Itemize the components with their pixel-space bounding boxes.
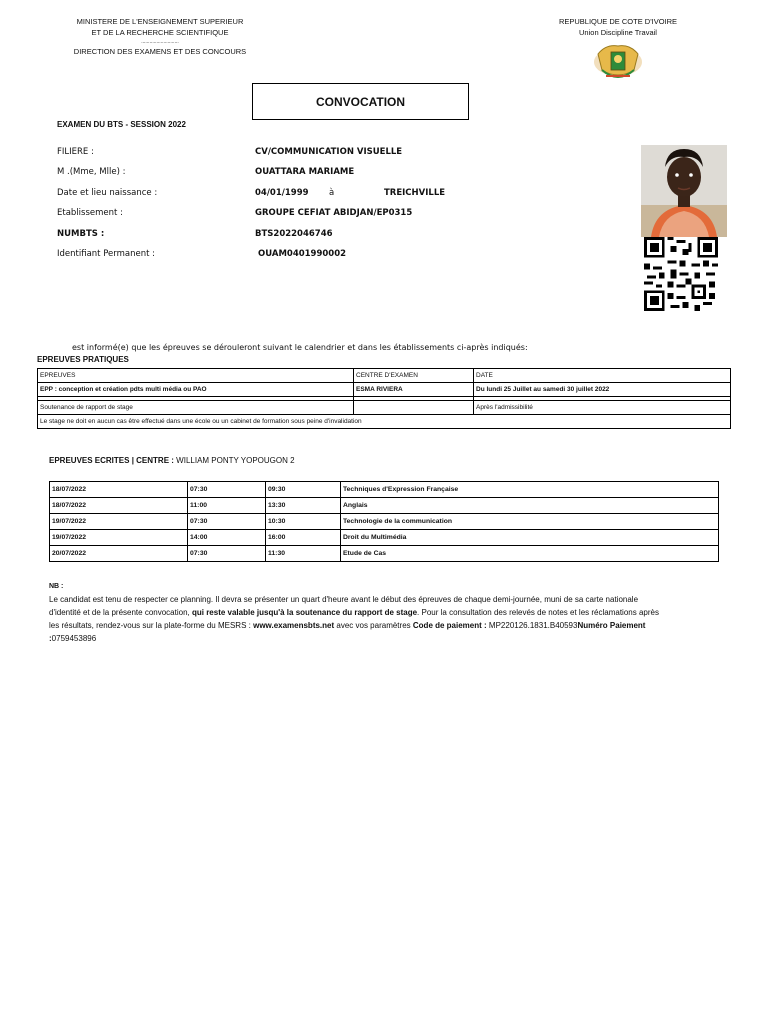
republic-motto: Union Discipline Travail <box>579 28 657 37</box>
ministry-line-3: ........................... <box>141 39 179 45</box>
birth-place: TREICHVILLE <box>384 188 446 198</box>
exam-website-link[interactable]: www.examensbts.net <box>253 621 335 630</box>
exam-date: 18/07/2022 <box>50 482 188 498</box>
exam-end: 10:30 <box>266 514 341 530</box>
table-cell: Soutenance de rapport de stage <box>38 401 354 415</box>
table-header: EPREUVES <box>38 369 354 383</box>
exam-date: 20/07/2022 <box>50 546 188 562</box>
filiere-value: CV/COMMUNICATION VISUELLE <box>255 147 403 157</box>
republic-line-1: REPUBLIQUE DE COTE D'IVOIRE <box>558 17 678 26</box>
payment-code: MP220126.1831.B40593 <box>488 621 578 630</box>
exam-end: 13:30 <box>266 498 341 514</box>
republic-header <box>540 16 696 38</box>
table-cell: ESMA RIVIERA <box>354 383 474 397</box>
table-row <box>50 546 719 562</box>
exam-end: 11:30 <box>266 546 341 562</box>
exam-end: 09:30 <box>266 482 341 498</box>
payment-number-label: Numéro Paiement : <box>49 621 646 643</box>
exam-start: 11:00 <box>188 498 266 514</box>
exam-start: 07:30 <box>188 482 266 498</box>
ministry-header <box>40 16 280 57</box>
exam-subject: Etude de Cas <box>341 546 719 562</box>
exam-end: 16:00 <box>266 530 341 546</box>
table-cell <box>354 401 474 415</box>
school-value: GROUPE CEFIAT ABIDJAN/EP0315 <box>255 208 413 218</box>
nb-text-2: . Pour la consultation des relevés de notes et les réclamations après les résultats, rendez-vous sur la plate-forme du MESRS : <box>49 608 659 630</box>
numbts-value: BTS2022046746 <box>255 229 333 239</box>
ministry-line-4: DIRECTION DES EXAMENS ET DES CONCOURS <box>73 47 247 56</box>
practical-section-title: EPREUVES PRATIQUES <box>37 355 129 364</box>
practical-exams-table <box>37 368 731 429</box>
table-row <box>38 401 731 415</box>
table-cell: Après l'admissibilité <box>474 401 731 415</box>
nb-title: NB : <box>49 583 64 590</box>
intro-text: est informé(e) que les épreuves se dérouleront suivant le calendrier et dans les établissements ci-après indiqués: <box>72 343 528 352</box>
birth-date: 04/01/1999 <box>255 188 309 198</box>
birth-separator: à <box>329 188 335 198</box>
school-label: Etablissement : <box>57 208 123 218</box>
exam-subject: Technologie de la communication <box>341 514 719 530</box>
exam-start: 07:30 <box>188 546 266 562</box>
table-header-row <box>38 369 731 383</box>
ministry-line-2: ET DE LA RECHERCHE SCIENTIFIQUE <box>91 28 229 37</box>
nb-text-1: Le candidat est tenu de respecter ce planning. Il devra se présenter un quart d'heure avant le début des épreuves de chaque demi-journée, muni de sa carte nationale d'identité et de la présente convocation, <box>49 595 639 617</box>
birth-label: Date et lieu naissance : <box>57 188 158 198</box>
table-row <box>50 498 719 514</box>
table-row <box>38 415 731 429</box>
table-header: CENTRE D'EXAMEN <box>354 369 474 383</box>
candidate-photo <box>641 145 727 237</box>
numbts-label: NUMBTS : <box>57 229 105 239</box>
name-label: M .(Mme, Mlle) : <box>57 167 126 177</box>
name-value: OUATTARA MARIAME <box>255 167 355 177</box>
exam-start: 14:00 <box>188 530 266 546</box>
session-label: EXAMEN DU BTS - SESSION 2022 <box>57 120 186 129</box>
exam-subject: Techniques d'Expression Française <box>341 482 719 498</box>
written-center: WILLIAM PONTY YOPOUGON 2 <box>176 456 295 465</box>
identifier-value: OUAM0401990002 <box>258 249 347 259</box>
exam-date: 19/07/2022 <box>50 530 188 546</box>
nb-text-3: avec vos paramètres <box>336 621 411 630</box>
convocation-title: CONVOCATION <box>252 83 469 120</box>
ministry-line-1: MINISTERE DE L'ENSEIGNEMENT SUPERIEUR <box>76 17 244 26</box>
table-row <box>50 482 719 498</box>
payment-code-label: Code de paiement : <box>412 621 487 630</box>
table-row <box>50 514 719 530</box>
nb-notice <box>49 580 669 645</box>
filiere-label: FILIERE : <box>57 147 94 157</box>
nb-validity: qui reste valable jusqu'à la soutenance du rapport de stage <box>191 608 418 617</box>
exam-date: 19/07/2022 <box>50 514 188 530</box>
written-label: EPREUVES ECRITES | CENTRE : <box>49 456 174 465</box>
qr-code <box>641 237 721 311</box>
written-section-title <box>49 456 295 465</box>
table-row <box>50 530 719 546</box>
exam-date: 18/07/2022 <box>50 498 188 514</box>
table-cell: EPP : conception et création pdts multi média ou PAO <box>38 383 354 397</box>
table-cell: Du lundi 25 Juillet au samedi 30 juillet 2022 <box>474 383 731 397</box>
table-header: DATE <box>474 369 731 383</box>
exam-subject: Anglais <box>341 498 719 514</box>
exam-subject: Droit du Multimédia <box>341 530 719 546</box>
table-row <box>38 383 731 397</box>
internship-note: Le stage ne doit en aucun cas être effectué dans une école ou un cabinet de formation sous peine d'invalidation <box>38 415 731 429</box>
written-exams-table <box>49 481 719 562</box>
coat-of-arms-logo <box>592 40 644 84</box>
identifier-label: Identifiant Permanent : <box>57 249 155 259</box>
payment-number: 0759453896 <box>51 634 97 643</box>
exam-start: 07:30 <box>188 514 266 530</box>
